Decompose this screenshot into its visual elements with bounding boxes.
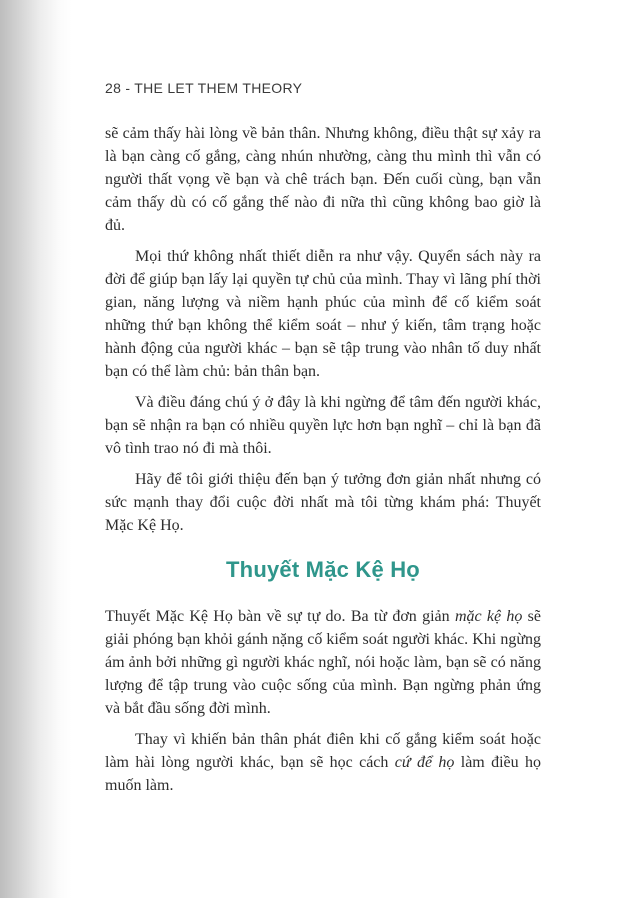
section-heading: Thuyết Mặc Kệ Họ xyxy=(226,557,420,582)
page-body-text xyxy=(105,122,541,805)
paragraph: Và điều đáng chú ý ở đây là khi ngừng để tâm đến người khác, bạn sẽ nhận ra bạn có nhiều quyền lực hơn bạn nghĩ – chỉ là bạn đã vô tình trao nó đi mà thôi. xyxy=(105,394,541,457)
italic-run: cứ để họ xyxy=(394,754,455,771)
paragraph: Hãy để tôi giới thiệu đến bạn ý tưởng đơn giản nhất nhưng có sức mạnh thay đổi cuộc đời nhất mà tôi từng khám phá: Thuyết Mặc Kệ Họ. xyxy=(105,471,541,534)
paragraph: Thuyết Mặc Kệ Họ bàn về sự tự do. Ba từ đơn giản mặc kệ họ sẽ giải phóng bạn khỏi gánh nặng cố kiểm soát người khác. Khi ngừng ám ảnh bởi những gì người khác nghĩ, nói hoặc làm, bạn sẽ có năng lượng để tập trung vào cuộc sống của mình. Bạn ngừng phản ứng và bắt đầu sống đời mình. xyxy=(105,608,542,717)
paragraph: Mọi thứ không nhất thiết diễn ra như vậy. Quyển sách này ra đời để giúp bạn lấy lại quyền tự chủ của mình. Thay vì lãng phí thời gian, năng lượng và niềm hạnh phúc của mình để cố kiểm soát những thứ bạn không thể kiểm soát – như ý kiến, tâm trạng hoặc hành động của người khác – bạn sẽ tập trung vào nhân tố duy nhất bạn có thể làm chủ: bản thân bạn. xyxy=(105,248,541,380)
page-spine-shadow xyxy=(0,0,72,898)
italic-run: mặc kệ họ xyxy=(454,608,523,625)
running-header: 28 - THE LET THEM THEORY xyxy=(105,80,303,96)
paragraph: sẽ cảm thấy hài lòng về bản thân. Nhưng không, điều thật sự xảy ra là bạn càng cố gắng, càng nhún nhường, càng thu mình thì vẫn có người thất vọng về bạn và chê trách bạn. Đến cuối cùng, bạn vẫn cảm thấy dù có cố gắng thế nào đi nữa thì cũng không bao giờ là đủ. xyxy=(105,125,541,234)
paragraph: Thay vì khiến bản thân phát điên khi cố gắng kiểm soát hoặc làm hài lòng người khác, bạn sẽ học cách cứ để họ làm điều họ muốn làm. xyxy=(105,731,541,794)
